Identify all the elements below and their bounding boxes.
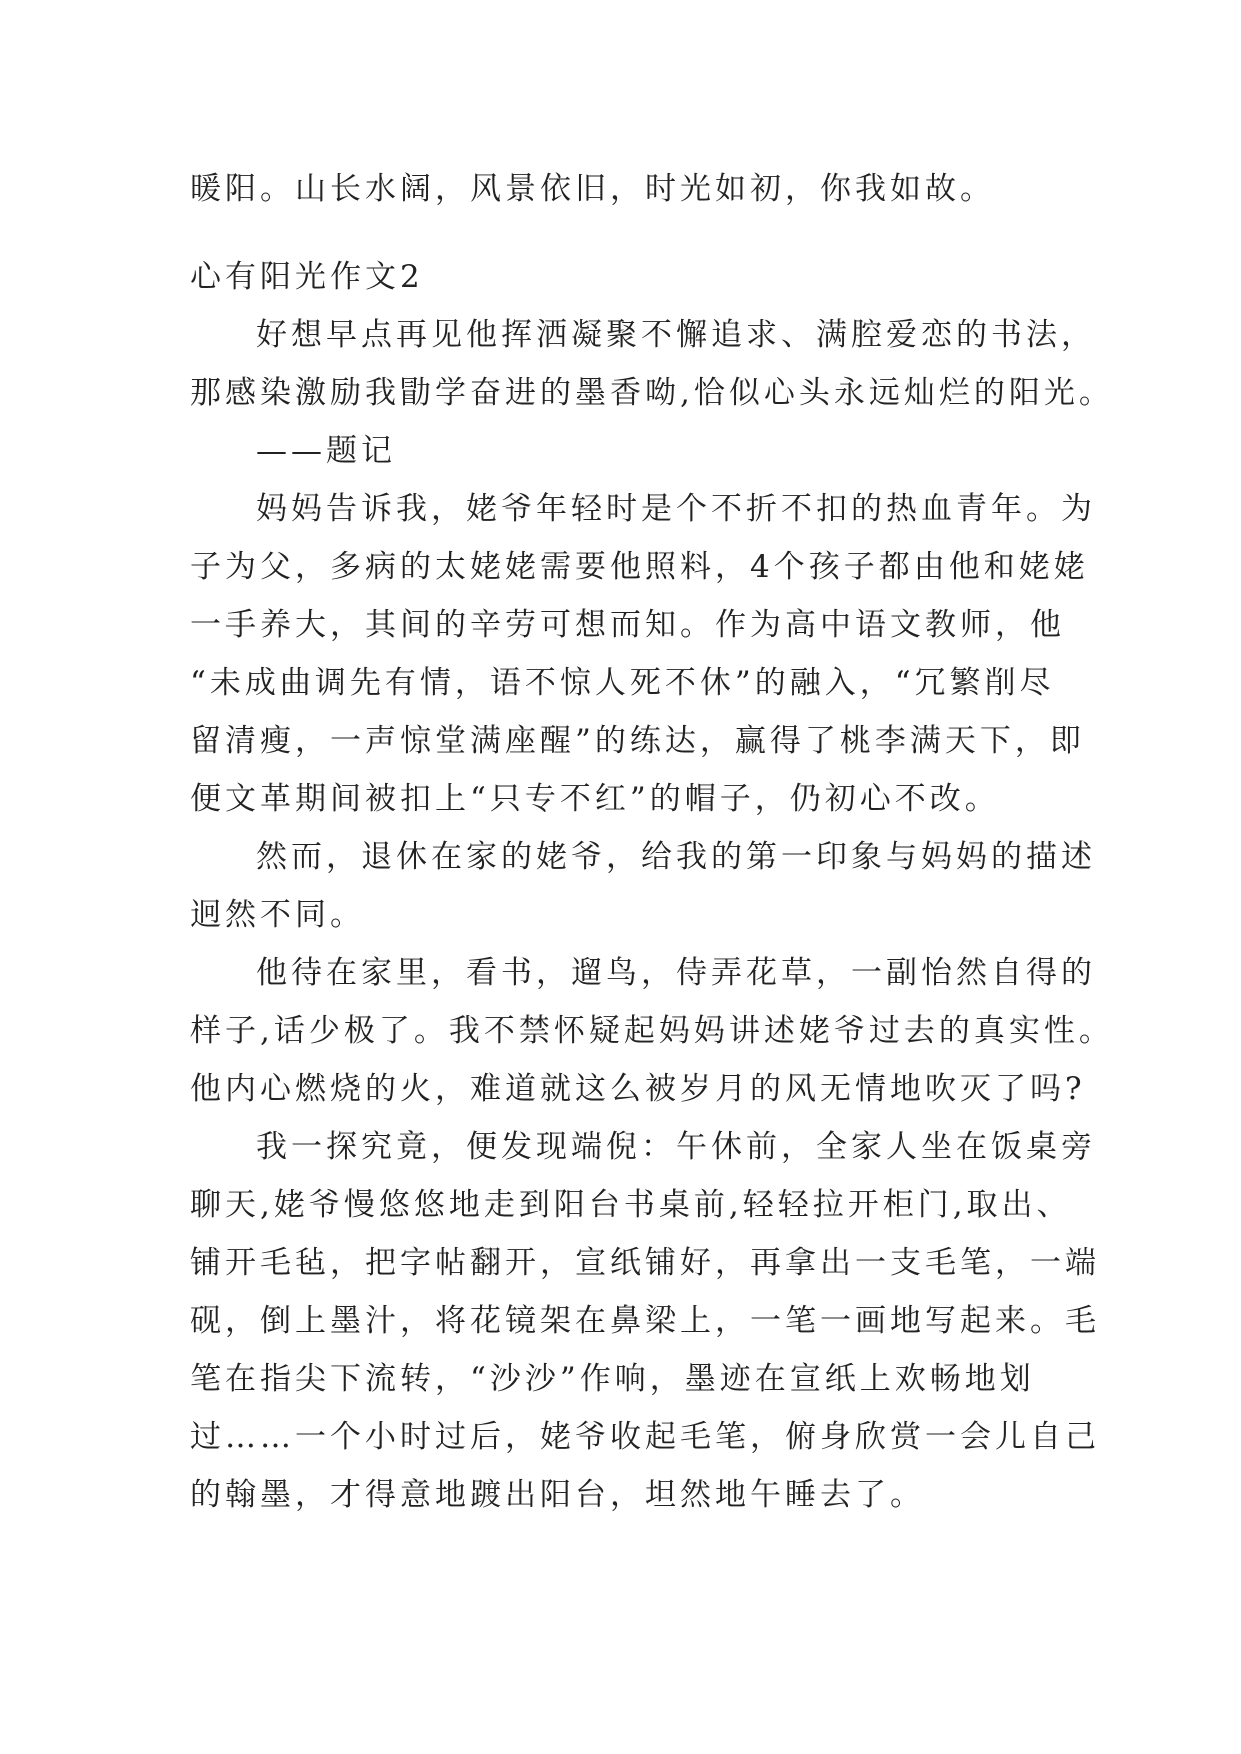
text-line-20: 砚，倒上墨汁，将花镜架在鼻梁上，一笔一画地写起来。毛 bbox=[190, 1303, 1100, 1339]
text-line-11: 便文革期间被扣上“只专不红”的帽子，仍初心不改。 bbox=[190, 781, 1000, 817]
text-line-13: 迥然不同。 bbox=[190, 897, 365, 933]
text-line-18: 聊天,姥爷慢悠悠地走到阳台书桌前,轻轻拉开柜门,取出、 bbox=[190, 1187, 1072, 1223]
text-line-9: “未成曲调先有情，语不惊人死不休”的融入，“冗繁削尽 bbox=[190, 665, 1055, 701]
text-line-23: 的翰墨，才得意地踱出阳台，坦然地午睡去了。 bbox=[190, 1477, 925, 1513]
text-line-21: 笔在指尖下流转，“沙沙”作响，墨迹在宣纸上欢畅地划 bbox=[190, 1361, 1035, 1397]
text-line-14: 他待在家里，看书，遛鸟，侍弄花草，一副怡然自得的 bbox=[256, 955, 1096, 991]
text-line-4: 那感染激励我勖学奋进的墨香呦,恰似心头永远灿烂的阳光。 bbox=[190, 375, 1114, 411]
text-line-15: 样子,话少极了。我不禁怀疑起妈妈讲述姥爷过去的真实性。 bbox=[190, 1013, 1114, 1049]
text-line-3: 好想早点再见他挥洒凝聚不懈追求、满腔爱恋的书法， bbox=[256, 317, 1096, 353]
document-body bbox=[190, 160, 1114, 1524]
text-line-22: 过……一个小时过后，姥爷收起毛笔，俯身欣赏一会儿自己 bbox=[190, 1419, 1100, 1455]
epigraph-note: ——题记 bbox=[256, 433, 396, 469]
text-line-19: 铺开毛毡，把字帖翻开，宣纸铺好，再拿出一支毛笔，一端 bbox=[190, 1245, 1100, 1281]
essay-title: 心有阳光作文2 bbox=[190, 259, 424, 295]
text-line-17: 我一探究竟，便发现端倪：午休前，全家人坐在饭桌旁 bbox=[256, 1129, 1096, 1165]
text-line-6: 妈妈告诉我，姥爷年轻时是个不折不扣的热血青年。为 bbox=[256, 491, 1096, 527]
text-line-1: 暖阳。山长水阔，风景依旧，时光如初，你我如故。 bbox=[190, 171, 995, 207]
text-line-12: 然而，退休在家的姥爷，给我的第一印象与妈妈的描述 bbox=[256, 839, 1096, 875]
text-line-8: 一手养大，其间的辛劳可想而知。作为高中语文教师，他 bbox=[190, 607, 1065, 643]
text-line-16: 他内心燃烧的火，难道就这么被岁月的风无情地吹灭了吗? bbox=[190, 1071, 1086, 1107]
text-line-10: 留清瘦，一声惊堂满座醒”的练达，赢得了桃李满天下，即 bbox=[190, 723, 1085, 759]
text-line-7: 子为父，多病的太姥姥需要他照料，4个孩子都由他和姥姥 bbox=[190, 549, 1089, 585]
